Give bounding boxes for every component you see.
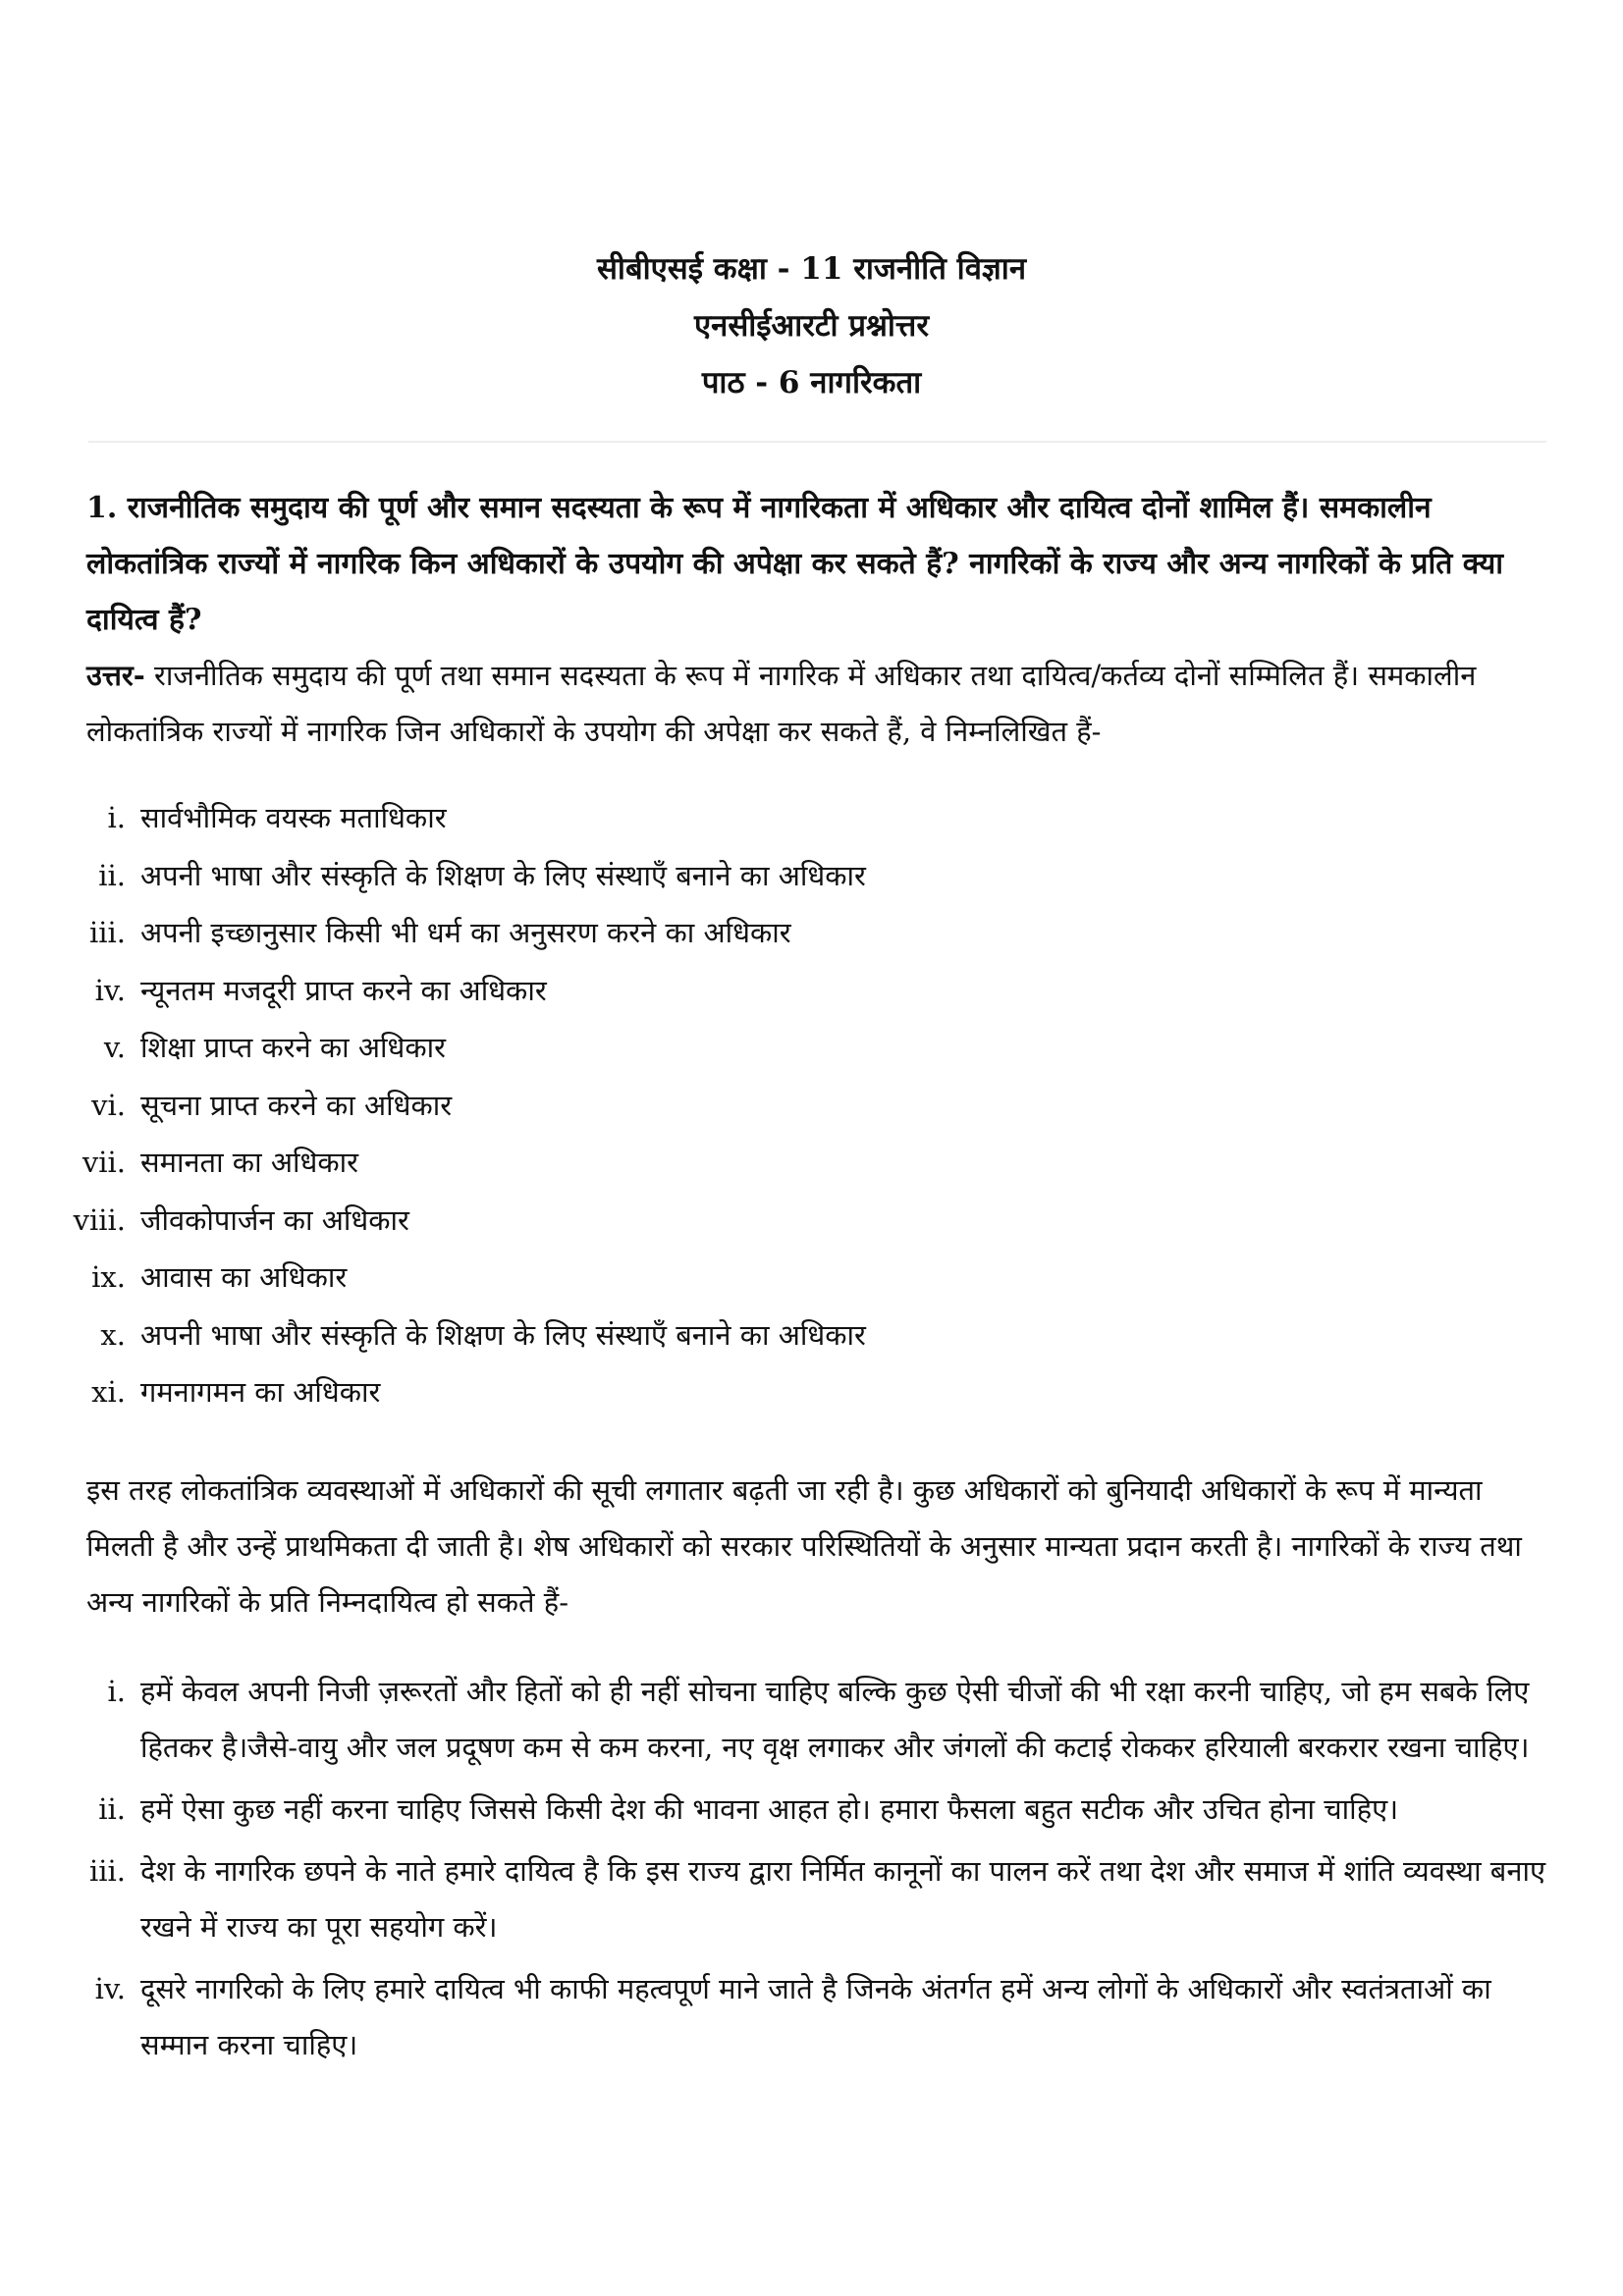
list-item-number: xi. [91,1375,126,1409]
list-item-number: vii. [81,1146,126,1179]
list-item-text: न्यूनतम मजदूरी प्राप्त करने का अधिकार [140,973,547,1007]
list-item-text: देश के नागरिक छपने के नाते हमारे दायित्व है कि इस राज्य द्वारा निर्मित कानूनों का पालन करें तथा देश और समाज में शांति व्यवस्था बनाए रखने में राज्य का पूरा सहयोग करें। [140,1853,1546,1944]
answer-block [86,648,1549,760]
header-chapter-title: पाठ - 6 नागरिकता [701,365,922,400]
list-item [86,1249,1549,1307]
list-item-text: जीवकोपार्जन का अधिकार [140,1202,409,1237]
list-item-text: सूचना प्राप्त करने का अधिकार [140,1088,453,1122]
list-item-text: शिक्षा प्राप्त करने का अधिकार [140,1031,447,1064]
list-item-text: हमें ऐसा कुछ नहीं करना चाहिए जिससे किसी देश की भावना आहत हो। हमारा फैसला बहुत सटीक और उचित होना चाहिए। [140,1791,1399,1826]
summary-paragraph: इस तरह लोकतांत्रिक व्यवस्थाओं में अधिकारों की सूची लगातार बढ़ती जा रही है। कुछ अधिकारों को बुनियादी अधिकारों के रूप में मान्यता मिलती है और उन्हें प्राथमिकता दी जाती है। शेष अधिकारों को सरकार परिस्थितियों के अनुसार मान्यता प्रदान करती है। नागरिकों के राज्य तथा अन्य नागरिकों के प्रति निम्नदायित्व हो सकते हैं- [86,1472,1522,1619]
list-item-text: दूसरे नागरिको के लिए हमारे दायित्व भी काफी महत्वपूर्ण माने जाते है जिनके अंतर्गत हमें अन्य लोगों के अधिकारों और स्वतंत्रताओं का सम्मान करना चाहिए। [140,1971,1491,2061]
list-item [86,1664,1549,1776]
header-series-title: एनसीईआरटी प्रश्नोत्तर [693,308,930,344]
list-item [86,1782,1549,1838]
list-item [81,1134,1549,1192]
list-item-text: अपनी इच्छानुसार किसी भी धर्म का अनुसरण करने का अधिकार [140,916,791,949]
list-item [86,904,1549,962]
list-item [86,1363,1549,1421]
list-item [73,1192,1549,1250]
list-item-number: vi. [91,1088,126,1122]
list-item-number: viii. [73,1202,126,1237]
list-item [86,1961,1549,2073]
question-text: 1. राजनीतिक समुदाय की पूर्ण और समान सदस्यता के रूप में नागरिकता में अधिकार और दायित्व दोनों शामिल हैं। समकालीन लोकतांत्रिक राज्यों में नागरिक किन अधिकारों के उपयोग की अपेक्षा कर सकते हैं? नागरिकों के राज्य और अन्य नागरिकों के प्रति क्या दायित्व हैं? [86,491,1504,637]
rights-list [73,789,1549,1421]
list-item-number: ii. [98,858,126,892]
list-item [86,1019,1549,1077]
list-item-text: गमनागमन का अधिकार [140,1375,381,1409]
list-item-number: iv. [94,973,126,1007]
list-item-number: iii. [88,916,126,949]
list-item-number: i. [107,1674,126,1708]
duties-list [86,1664,1549,2073]
header-divider [88,441,1546,443]
list-item-text: हमें केवल अपनी निजी ज़रूरतों और हितों को ही नहीं सोचना चाहिए बल्कि कुछ ऐसी चीजों की भी रक्षा करनी चाहिए, जो हम सबके लिए हितकर है।जैसे-वायु और जल प्रदूषण कम से कम करना, नए वृक्ष लगाकर और जंगलों की कटाई रोककर हरियाली बरकरार रखना चाहिए। [140,1674,1530,1764]
answer-label: उत्तर- [86,659,145,692]
list-item-number: v. [103,1031,126,1064]
list-item-number: x. [100,1317,126,1352]
list-item [86,1077,1549,1135]
list-item [86,1307,1549,1364]
list-item-number: i. [107,801,126,834]
list-item-number: ii. [98,1791,126,1826]
list-item-text: समानता का अधिकार [140,1146,358,1179]
list-item-text: सार्वभौमिक वयस्क मताधिकार [140,801,447,834]
list-item-text: आवास का अधिकार [140,1260,348,1294]
list-item-number: iv. [94,1971,126,2005]
list-item [86,847,1549,905]
document-body [73,480,1549,2079]
list-item-text: अपनी भाषा और संस्कृति के शिक्षण के लिए संस्थाएँ बनाने का अधिकार [140,1317,866,1352]
list-item [86,789,1549,847]
header-subject-title: सीबीएसई कक्षा - 11 राजनीति विज्ञान [596,251,1027,287]
list-item [86,962,1549,1020]
list-item [86,1843,1549,1955]
list-item-text: अपनी भाषा और संस्कृति के शिक्षण के लिए संस्थाएँ बनाने का अधिकार [140,858,866,892]
document-header [0,240,1623,411]
answer-text: राजनीतिक समुदाय की पूर्ण तथा समान सदस्यता के रूप में नागरिक में अधिकार तथा दायित्व/कर्तव्य दोनों सम्मिलित हैं। समकालीन लोकतांत्रिक राज्यों में नागरिक जिन अधिकारों के उपयोग की अपेक्षा कर सकते हैं, वे निम्नलिखित हैं- [86,659,1477,748]
list-item-number: iii. [88,1853,126,1888]
list-item-number: ix. [91,1260,126,1294]
